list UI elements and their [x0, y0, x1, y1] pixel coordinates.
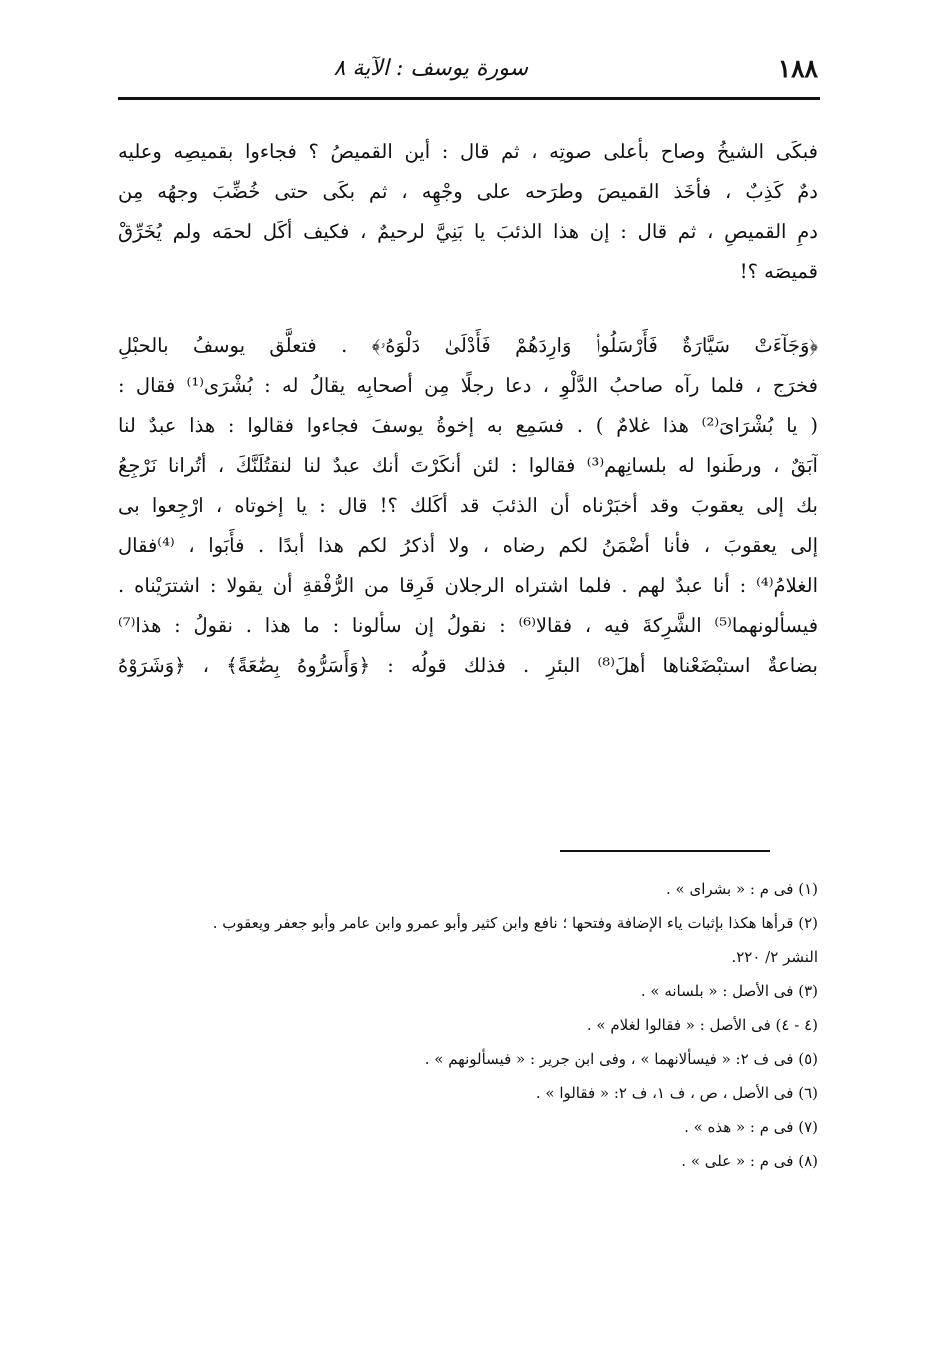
text-line: الغلامُ⁽⁴⁾ : أنا عبدٌ لهم . فلما اشتراه الرجلان فَرِقا من الرُّفْقةِ أن يقولا : اشترَيْناه .	[118, 574, 818, 597]
text-line: فخرَج ، فلما رآه صاحبُ الدَّلْوِ ، دعا رجلًا مِن أصحابِه يقالُ له : بُشْرَى⁽¹⁾ فقال :	[118, 374, 818, 397]
footnote: (٢) قرأها هكذا بإثبات ياء الإضافة وفتحها ؛ نافع وابن كثير وأبو عمرو وابن عامر وأبو جعفر ويعقوب .	[212, 914, 818, 932]
main-text	[118, 132, 818, 686]
footnotes	[118, 872, 818, 1178]
footnote: (١) فى م : « بشراى » .	[665, 880, 818, 898]
footnote: (٨) فى م : « على » .	[681, 1152, 818, 1170]
text-line: بك إلى يعقوبَ وقد أخبَرْناه أن الذئبَ قد أكَلك ؟! قال : يا إخوتاه ، ارْجِعوا بى	[118, 494, 818, 517]
footnote: (٤ - ٤) فى الأصل : « فقالوا لغلام » .	[586, 1016, 818, 1034]
footnote-rule	[560, 850, 770, 852]
paragraph-gap	[118, 292, 818, 326]
text-line: دمٌ كَذِبٌ ، فأخَذ القميصَ وطرَحه على وجْهِه ، ثم بكَى حتى خُضِّبَ وجهُه مِن	[118, 180, 818, 203]
footnote: (٥) فى ف ٢: « فيسألانهما » ، وفى ابن جرير : « فيسألونهم » .	[424, 1050, 818, 1068]
footnote: (٦) فى الأصل ، ص ، ف ١، ف ٢: « فقالوا » .	[535, 1084, 818, 1102]
running-title: سورة يوسف : الآية ٨	[333, 56, 528, 81]
text-line: قميصَه ؟!	[739, 260, 818, 283]
header-rule	[118, 97, 820, 100]
text-line: فبكَى الشيخُ وصاح بأعلى صوتِه ، ثم قال : أين القميصُ ؟ فجاءوا بقميصِه وعليه	[118, 140, 818, 163]
text-line: ( يا بُشْرَاىَ⁽²⁾ هذا غلامٌ ) . فسَمِع به إخوةُ يوسفَ فجاءوا فقالوا : هذا عبدٌ لنا	[118, 414, 818, 437]
footnote: (٣) فى الأصل : « بلسانه » .	[640, 982, 818, 1000]
text-line: بضاعةٌ استبْضَعْناها أهلَ⁽⁸⁾ البئرِ . فذلك قولُه : ﴿وَأَسَرُّوهُ بِضَٰعَةً﴾ ، ﴿وَشَرَوْهُ	[118, 654, 818, 677]
text-line: آبَقٌ ، ورطَنوا له بلسانِهم⁽³⁾ فقالوا : لئن أنكَرْتَ أنك عبدٌ لنا لنقتُلَنَّكَ ، أتُرانا نَرْجِعُ	[118, 454, 818, 477]
text-line: ﴿وَجَآءَتْ سَيَّارَةٌ فَأَرْسَلُوا۟ وَارِدَهُمْ فَأَدْلَىٰ دَلْوَهُۥ﴾ . فتعلَّق يوسفُ بالحبْلِ	[118, 334, 818, 357]
page-header	[118, 48, 818, 92]
text-line: دمِ القميصِ ، ثم قال : إن هذا الذئبَ يا بَنِيَّ لرحيمٌ ، فكيف أكَل لحمَه ولم يُخَرِّقْ	[118, 220, 818, 243]
text-line: فيسألونهما⁽⁵⁾ الشَّرِكةَ فيه ، فقالا⁽⁶⁾ : نقولُ إن سألونا : ما هذا . نقولُ : هذا⁽⁷⁾	[118, 614, 818, 637]
footnote: (٧) فى م : « هذه » .	[684, 1118, 818, 1136]
page-number: ١٨٨	[777, 54, 818, 83]
footnote-continuation: النشر ٢/ ٢٢٠.	[731, 948, 818, 966]
text-line: إلى يعقوبَ ، فأنا أضْمَنُ لكم رضاه ، ولا أذكرُ لكم هذا أبدًا . فأَبَوا ، ⁽⁴⁾فقال	[118, 534, 818, 557]
